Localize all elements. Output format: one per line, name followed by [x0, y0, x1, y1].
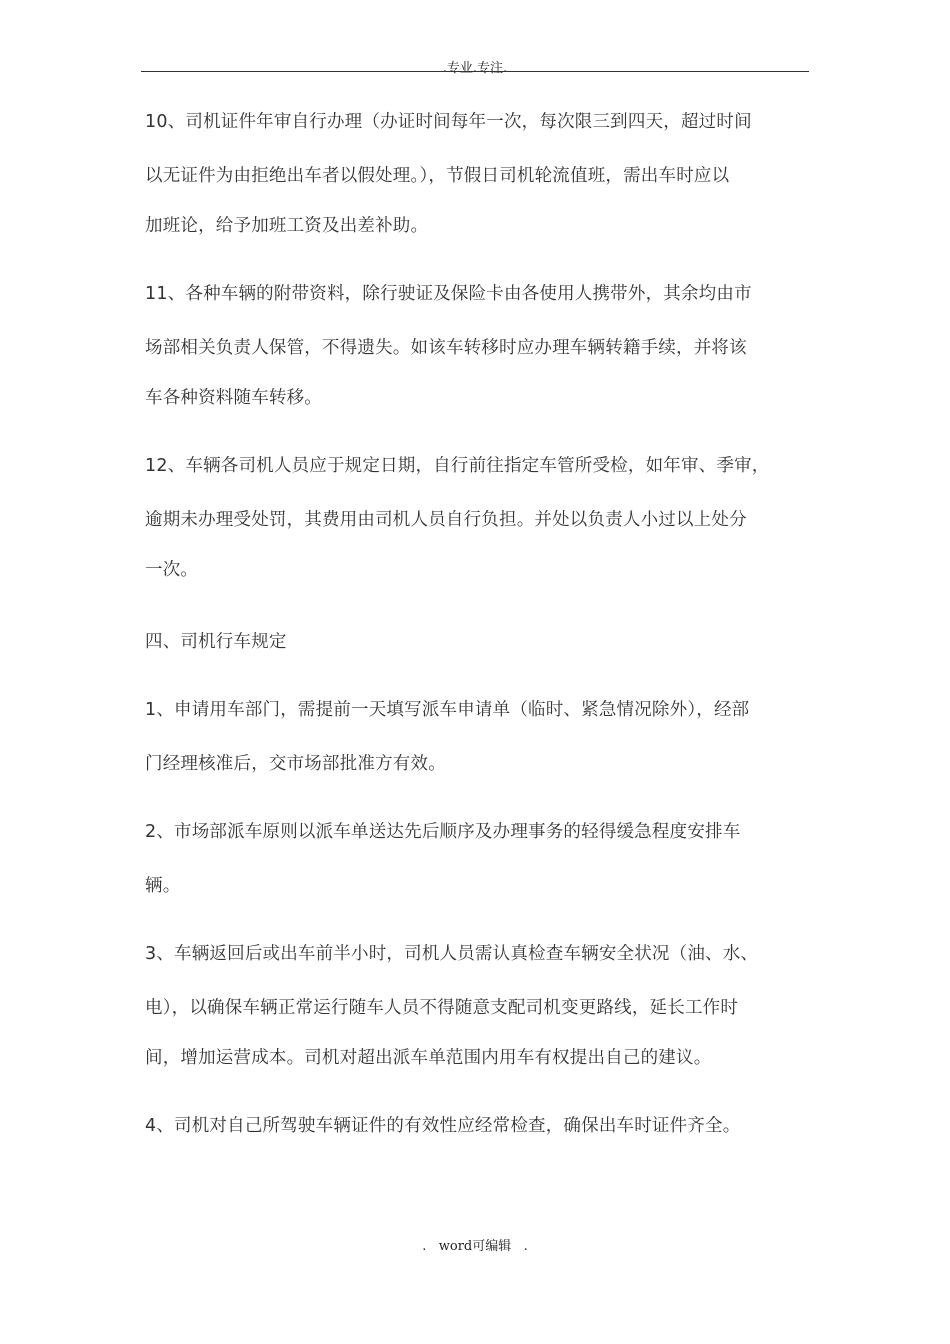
text-line: 10、司机证件年审自行办理（办证时间每年一次，每次限三到四天，超过时间 [145, 112, 752, 132]
text-line: 1、申请用车部门，需提前一天填写派车申请单（临时、紧急情况除外），经部 [145, 700, 750, 720]
text-line: 电），以确保车辆正常运行随车人员不得随意支配司机变更路线，延长工作时 [145, 998, 739, 1018]
text-line: 一次。 [145, 560, 199, 580]
text-line: 11、各种车辆的附带资料，除行驶证及保险卡由各使用人携带外，其余均由市 [145, 284, 752, 304]
text-line: 门经理核准后，交市场部批准方有效。 [145, 754, 446, 774]
text-line: 2、市场部派车原则以派车单送达先后顺序及办理事务的轻得缓急程度安排车 [145, 822, 741, 842]
text-line: 间，增加运营成本。司机对超出派车单范围内用车有权提出自己的建议。 [145, 1048, 712, 1068]
text-line: 辆。 [145, 876, 181, 896]
text-line: 车各种资料随车转移。 [145, 388, 322, 408]
text-line: 4、司机对自己所驾驶车辆证件的有效性应经常检查，确保出车时证件齐全。 [145, 1116, 741, 1136]
text-line: 场部相关负责人保管，不得遗失。如该车转移时应办理车辆转籍手续，并将该 [145, 338, 747, 358]
text-line: 加班论，给予加班工资及出差补助。 [145, 216, 429, 236]
text-line: 以无证件为由拒绝出车者以假处理。），节假日司机轮流值班，需出车时应以 [145, 166, 730, 186]
page-footer: . word可编辑 . [422, 1239, 528, 1254]
text-line: 逾期未办理受处罚，其费用由司机人员自行负担。并处以负责人小过以上处分 [145, 510, 747, 530]
text-line: 12、车辆各司机人员应于规定日期，自行前往指定车管所受检，如年审、季审， [145, 456, 770, 476]
page-header: .专业.专注. [442, 61, 508, 76]
header-divider [141, 71, 809, 72]
text-line: 3、车辆返回后或出车前半小时，司机人员需认真检查车辆安全状况（油、水、 [145, 944, 759, 964]
section-heading: 四、司机行车规定 [145, 632, 287, 652]
